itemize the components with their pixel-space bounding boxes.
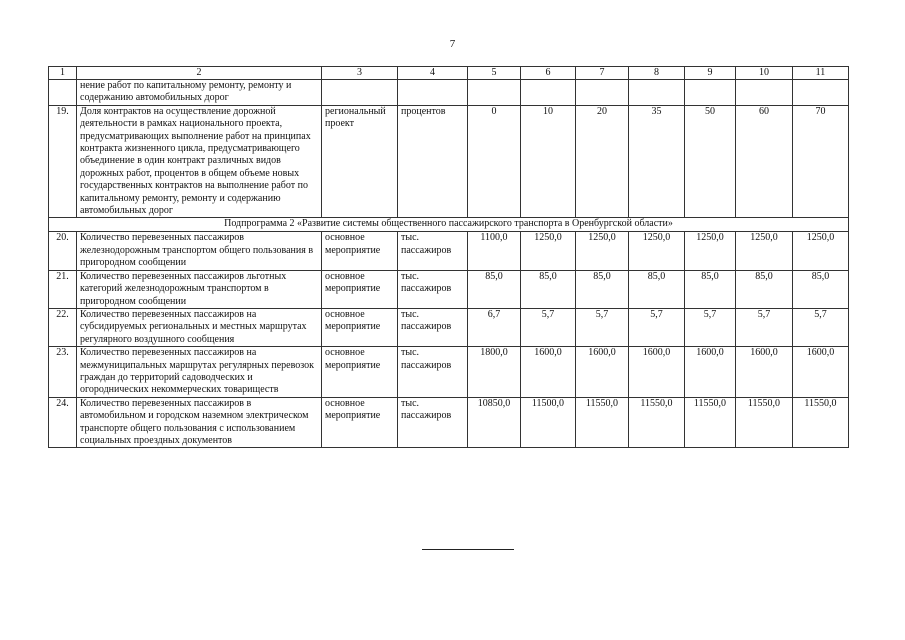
value-cell: 85,0	[521, 270, 576, 308]
continuation-row	[49, 80, 849, 106]
indicators-table	[48, 66, 849, 448]
table-row	[49, 397, 849, 448]
footer-rule	[422, 549, 514, 550]
unit: тыс. пассажиров	[398, 397, 468, 448]
value-cell: 20	[576, 105, 629, 218]
rows-after	[49, 232, 849, 448]
table-row	[49, 308, 849, 346]
page-number: 7	[449, 38, 456, 50]
value-cell: 10850,0	[468, 397, 521, 448]
header-cell: 6	[521, 67, 576, 80]
unit: процентов	[398, 105, 468, 218]
value-cell: 1250,0	[576, 232, 629, 270]
event-type: основное мероприятие	[322, 232, 398, 270]
header-cell: 10	[736, 67, 793, 80]
value-cell: 1600,0	[793, 347, 849, 398]
event-type: основное мероприятие	[322, 397, 398, 448]
value-cell: 1250,0	[685, 232, 736, 270]
value-cell: 1250,0	[736, 232, 793, 270]
value-cell: 1250,0	[793, 232, 849, 270]
value-cell: 6,7	[468, 308, 521, 346]
row-number: 22.	[49, 308, 77, 346]
header-cell: 5	[468, 67, 521, 80]
table-row	[49, 270, 849, 308]
subprogram-row	[49, 218, 849, 232]
header-cell: 1	[49, 67, 77, 80]
value-cell: 10	[521, 105, 576, 218]
value-cell: 0	[468, 105, 521, 218]
header-cell: 7	[576, 67, 629, 80]
value-cell: 85,0	[793, 270, 849, 308]
value-cell: 11550,0	[576, 397, 629, 448]
value-cell: 11550,0	[736, 397, 793, 448]
value-cell: 35	[629, 105, 685, 218]
header-cell: 11	[793, 67, 849, 80]
value-cell: 50	[685, 105, 736, 218]
indicator-name: Количество перевезенных пассажиров льготных категорий железнодорожным транспортом в пригородном сообщении	[77, 270, 322, 308]
value-cell: 5,7	[629, 308, 685, 346]
row-number: 24.	[49, 397, 77, 448]
value-cell: 1600,0	[629, 347, 685, 398]
subprogram-title: Подпрограмма 2 «Развитие системы общественного пассажирского транспорта в Оренбургской области»	[49, 218, 849, 232]
value-cell: 1600,0	[736, 347, 793, 398]
value-cell: 1600,0	[521, 347, 576, 398]
row-number: 21.	[49, 270, 77, 308]
value-cell: 11550,0	[685, 397, 736, 448]
value-cell: 1250,0	[521, 232, 576, 270]
value-cell: 1600,0	[685, 347, 736, 398]
value-cell: 1600,0	[576, 347, 629, 398]
table-row	[49, 347, 849, 398]
value-cell: 85,0	[576, 270, 629, 308]
header-cell: 2	[77, 67, 322, 80]
event-type: основное мероприятие	[322, 270, 398, 308]
indicator-name: нение работ по капитальному ремонту, ремонту и содержанию автомобильных дорог	[77, 80, 322, 106]
event-type: основное мероприятие	[322, 308, 398, 346]
indicator-name: Количество перевезенных пассажиров на межмуниципальных маршрутах регулярных перевозок граждан до территорий садоводческих и огороднических некоммерческих товариществ	[77, 347, 322, 398]
value-cell: 1100,0	[468, 232, 521, 270]
value-cell: 85,0	[629, 270, 685, 308]
value-cell: 11550,0	[629, 397, 685, 448]
unit: тыс. пассажиров	[398, 232, 468, 270]
header-cell: 8	[629, 67, 685, 80]
indicator-name: Количество перевезенных пассажиров на субсидируемых региональных и местных маршрутах регулярного воздушного сообщения	[77, 308, 322, 346]
value-cell: 60	[736, 105, 793, 218]
value-cell: 1800,0	[468, 347, 521, 398]
value-cell: 5,7	[521, 308, 576, 346]
header-cell: 3	[322, 67, 398, 80]
row-number: 20.	[49, 232, 77, 270]
event-type: региональный проект	[322, 105, 398, 218]
value-cell: 11550,0	[793, 397, 849, 448]
value-cell: 85,0	[468, 270, 521, 308]
indicator-name: Доля контрактов на осуществление дорожной деятельности в рамках национального проекта, предусматривающих выполнение работ на принципах контракта жизненного цикла, предусматривающего объединение в один контракт различных видов дорожных работ, процентов в общем объеме новых государственных контрактов на выполнение работ по капитальному ремонту, ремонту и содержанию автомобильных дорог	[77, 105, 322, 218]
row-number: 23.	[49, 347, 77, 398]
table-row	[49, 105, 849, 218]
indicator-name: Количество перевезенных пассажиров в автомобильном и городском наземном электрическом транспорте общего пользования с использованием социальных проездных документов	[77, 397, 322, 448]
row-number: 19.	[49, 105, 77, 218]
value-cell: 1250,0	[629, 232, 685, 270]
header-cell: 4	[398, 67, 468, 80]
table-row	[49, 232, 849, 270]
value-cell: 5,7	[736, 308, 793, 346]
rows-before	[49, 80, 849, 218]
indicator-name: Количество перевезенных пассажиров железнодорожным транспортом общего пользования в пригородном сообщении	[77, 232, 322, 270]
row-number	[49, 80, 77, 106]
value-cell: 85,0	[736, 270, 793, 308]
header-cell: 9	[685, 67, 736, 80]
value-cell: 5,7	[685, 308, 736, 346]
value-cell: 5,7	[576, 308, 629, 346]
header-row	[49, 67, 849, 80]
value-cell: 85,0	[685, 270, 736, 308]
unit: тыс. пассажиров	[398, 270, 468, 308]
value-cell: 5,7	[793, 308, 849, 346]
event-type: основное мероприятие	[322, 347, 398, 398]
unit: тыс. пассажиров	[398, 347, 468, 398]
unit: тыс. пассажиров	[398, 308, 468, 346]
value-cell: 11500,0	[521, 397, 576, 448]
value-cell: 70	[793, 105, 849, 218]
